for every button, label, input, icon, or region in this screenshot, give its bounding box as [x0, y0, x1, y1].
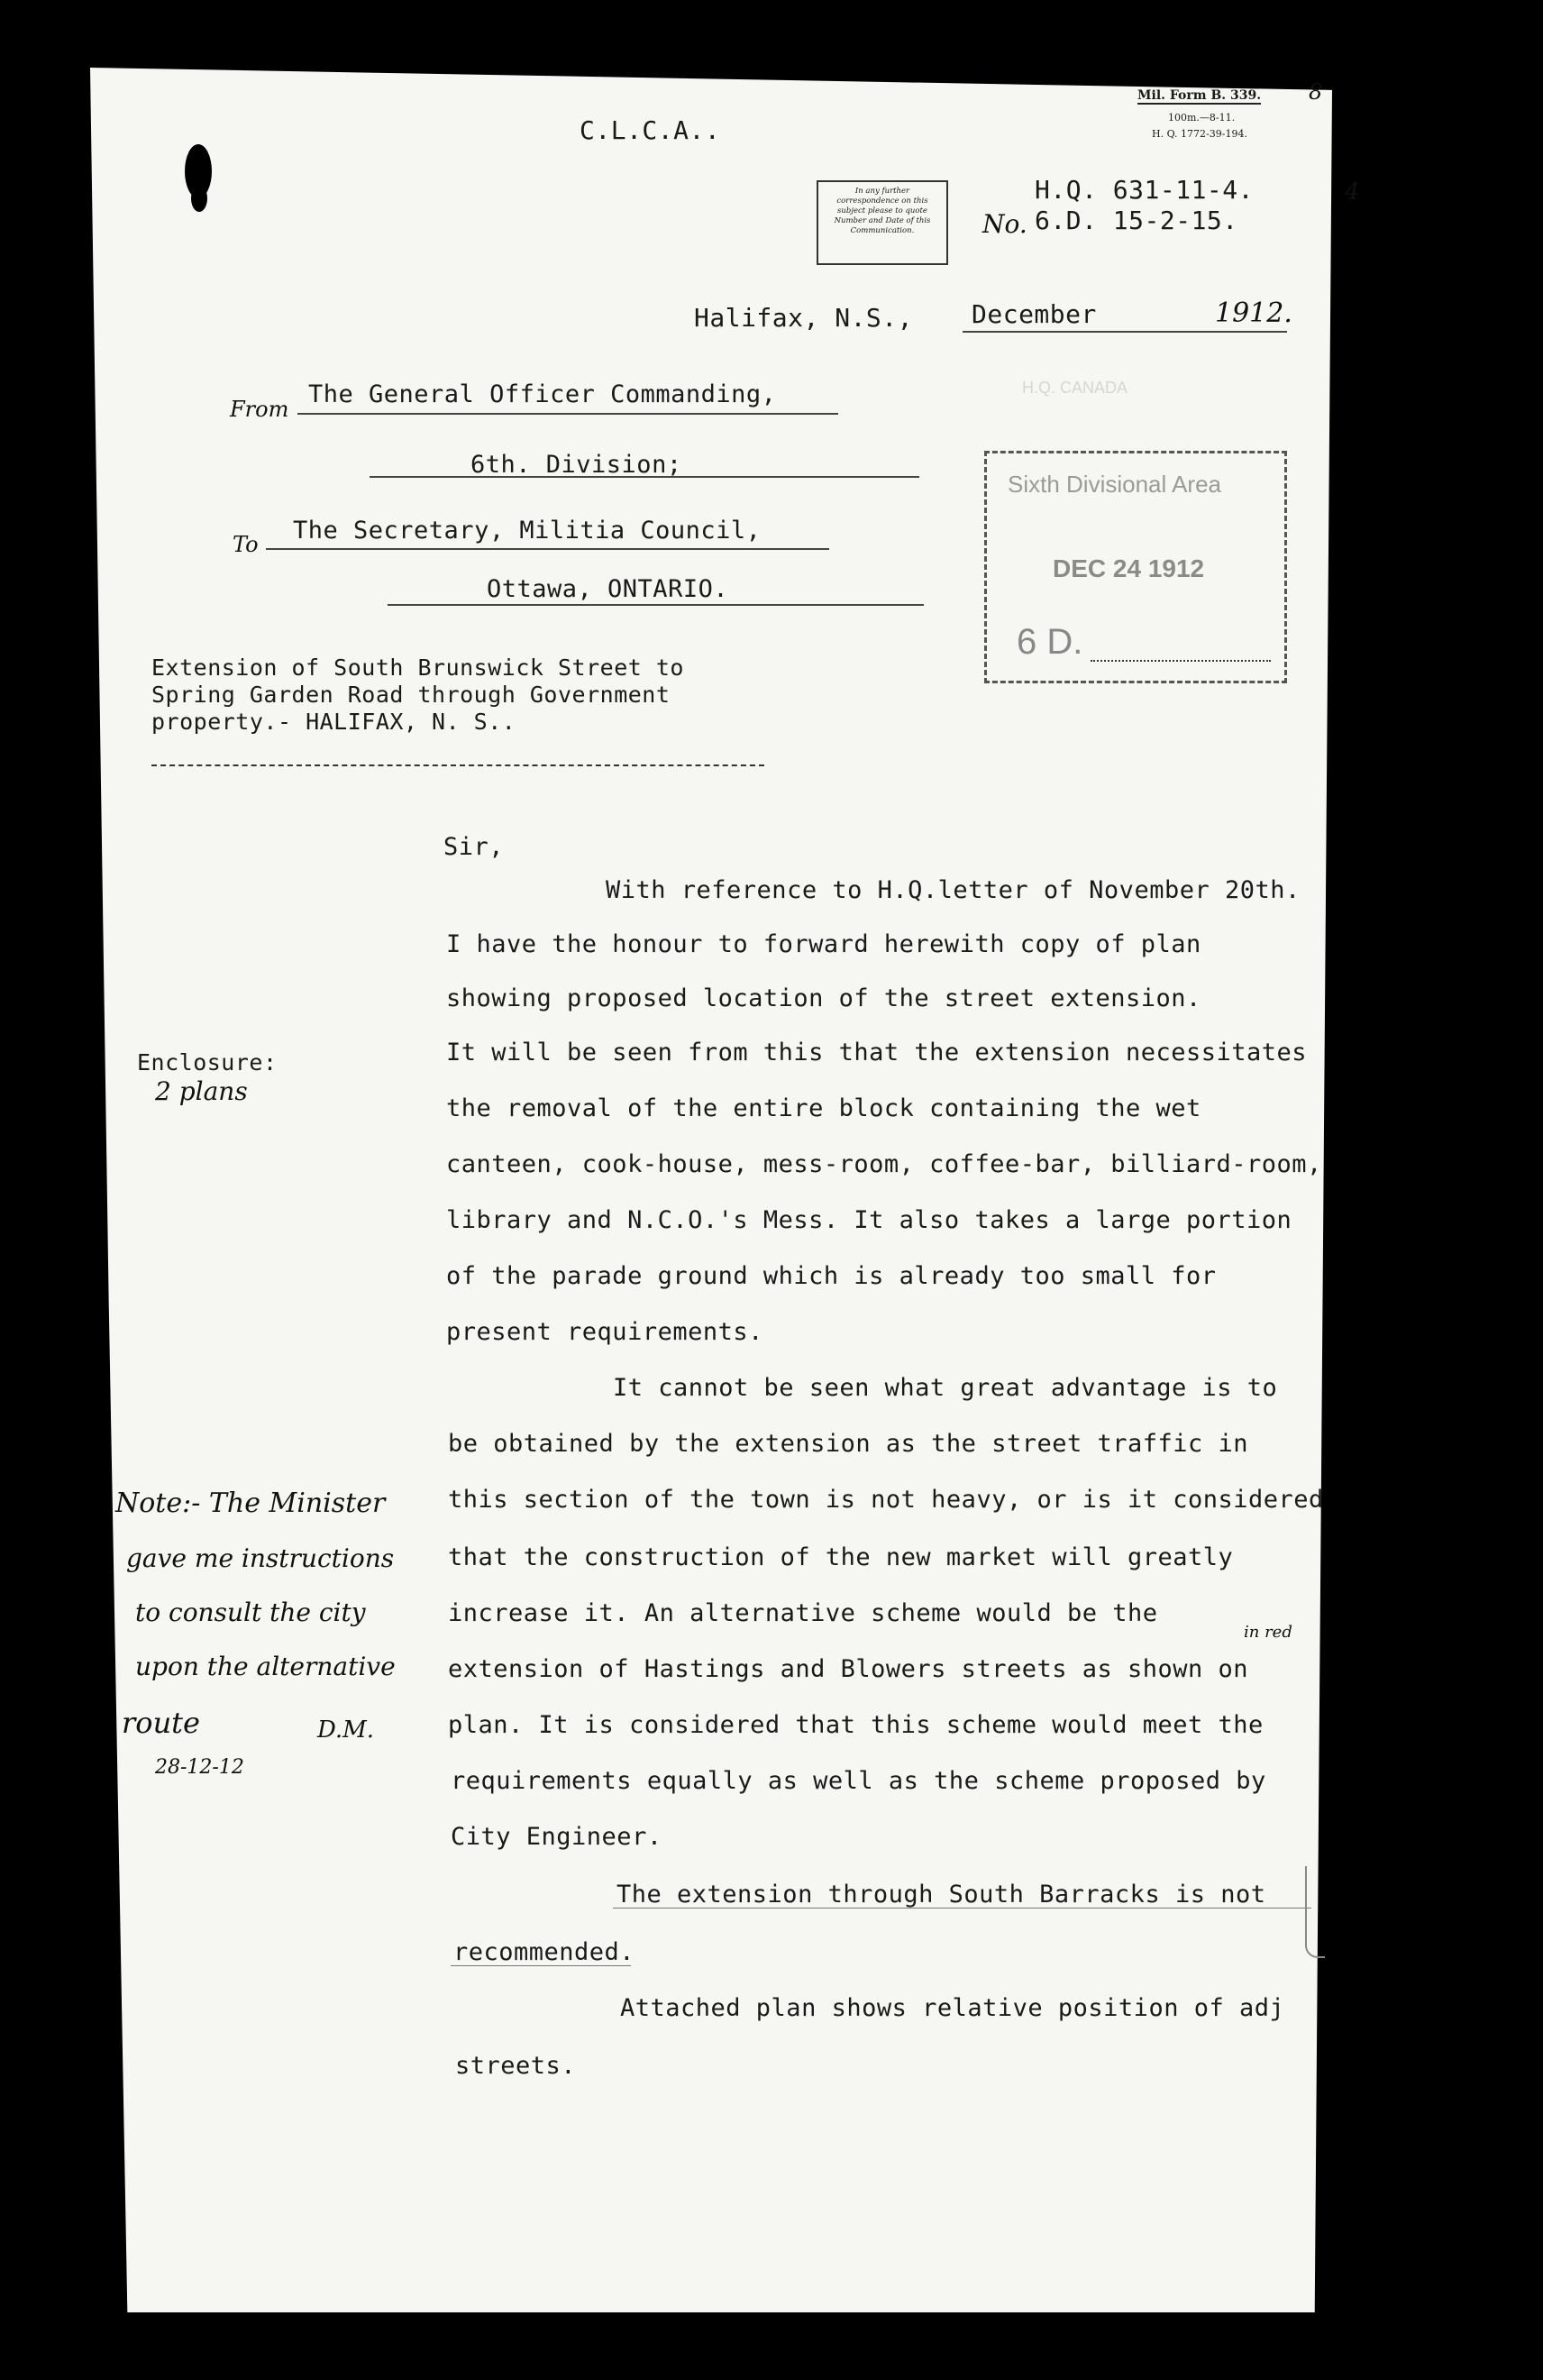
margin-note-line: upon the alternative	[135, 1652, 396, 1681]
stamp-dotted-line	[1091, 660, 1271, 662]
date-year: 1912.	[1215, 298, 1292, 329]
subject-line-3: property.- HALIFAX, N. S..	[151, 709, 516, 735]
subject-line-1: Extension of South Brunswick Street to	[151, 654, 684, 681]
division-number: 6.D. 15-2-15.	[1035, 206, 1238, 235]
body-line: Attached plan shows relative position of adj	[620, 1994, 1285, 2022]
body-line: recommended.	[453, 1938, 635, 1966]
stamp-division: 6 D.	[1017, 622, 1083, 662]
subject-divider	[151, 764, 764, 766]
stamp-line-1: Sixth Divisional Area	[1008, 471, 1221, 498]
margin-note-initials: D.M.	[317, 1716, 375, 1744]
from-line-1: The General Officer Commanding,	[308, 380, 777, 408]
body-line: With reference to H.Q.letter of November 20th.	[606, 876, 1301, 904]
body-line: present requirements.	[446, 1318, 763, 1346]
corner-mark-2: 4	[1345, 178, 1360, 206]
pencil-mark	[1305, 1866, 1325, 1958]
body-line: streets.	[455, 2052, 577, 2080]
corner-mark: 8	[1309, 79, 1323, 105]
body-line: plan. It is considered that this scheme would meet the	[448, 1711, 1264, 1739]
body-line: I have the honour to forward herewith copy of plan	[446, 930, 1201, 958]
body-line: this section of the town is not heavy, or is it considered	[448, 1486, 1324, 1514]
to-underline-2	[388, 604, 924, 606]
notice-box	[817, 180, 948, 265]
classification: C.L.C.A..	[580, 115, 721, 145]
to-label: To	[233, 532, 259, 557]
body-line: be obtained by the extension as the street traffic in	[448, 1430, 1249, 1458]
date-month: December	[972, 299, 1097, 329]
margin-note-line: to consult the city	[135, 1597, 366, 1627]
form-name: Mil. Form B. 339.	[1137, 88, 1262, 103]
form-hq: H. Q. 1772-39-194.	[1152, 128, 1247, 140]
body-line: of the parade ground which is already too small for	[446, 1262, 1217, 1290]
enclosure-label: Enclosure:	[137, 1049, 278, 1076]
date-underline	[963, 331, 1287, 333]
date-place: Halifax, N.S.,	[694, 303, 914, 333]
pencil-underline	[451, 1965, 631, 1966]
body-line: showing proposed location of the street extension.	[446, 984, 1201, 1012]
body-line: canteen, cook-house, mess-room, coffee-bar, billiard-room,	[446, 1150, 1322, 1178]
no-label: No.	[982, 209, 1027, 239]
margin-note-line: gave me instructions	[126, 1543, 395, 1573]
body-line: that the construction of the new market will greatly	[448, 1543, 1234, 1571]
to-underline-1	[266, 548, 829, 550]
hq-number: H.Q. 631-11-4.	[1035, 175, 1255, 205]
ink-blot	[191, 185, 207, 212]
body-line: It cannot be seen what great advantage is to	[613, 1374, 1278, 1402]
stamp-date: DEC 24 1912	[1053, 554, 1205, 582]
margin-note-line: Note:- The Minister	[115, 1488, 386, 1519]
inline-handwriting: in red	[1244, 1623, 1292, 1642]
salutation: Sir,	[443, 833, 505, 861]
notice-text: In any further correspondence on this subject please to quote Number and Date of this Communication.	[834, 187, 931, 235]
body-line: the removal of the entire block containing the wet	[446, 1094, 1201, 1122]
body-line: library and N.C.O.'s Mess. It also takes a large portion	[446, 1206, 1292, 1234]
from-label: From	[230, 397, 289, 422]
body-line: City Engineer.	[451, 1823, 662, 1851]
body-line: increase it. An alternative scheme would be the	[448, 1599, 1158, 1627]
pencil-underline	[613, 1908, 1311, 1909]
subject-line-2: Spring Garden Road through Government	[151, 682, 671, 708]
enclosure-value: 2 plans	[155, 1076, 248, 1106]
from-line-2: 6th. Division;	[470, 451, 682, 479]
form-print: 100m.—8-11.	[1168, 112, 1236, 124]
body-line: The extension through South Barracks is not	[616, 1881, 1266, 1909]
margin-note-line: route	[122, 1706, 200, 1740]
body-line: It will be seen from this that the extension necessitates	[446, 1039, 1308, 1066]
margin-note-date: 28-12-12	[155, 1756, 244, 1779]
to-line-1: The Secretary, Militia Council,	[293, 517, 762, 545]
from-underline-1	[297, 413, 838, 415]
body-line: requirements equally as well as the scheme proposed by	[451, 1767, 1266, 1795]
body-line: extension of Hastings and Blowers streets as shown on	[448, 1655, 1249, 1683]
to-line-2: Ottawa, ONTARIO.	[487, 575, 729, 603]
faint-stamp: H.Q. CANADA	[1022, 379, 1128, 397]
from-underline-2	[370, 476, 919, 478]
